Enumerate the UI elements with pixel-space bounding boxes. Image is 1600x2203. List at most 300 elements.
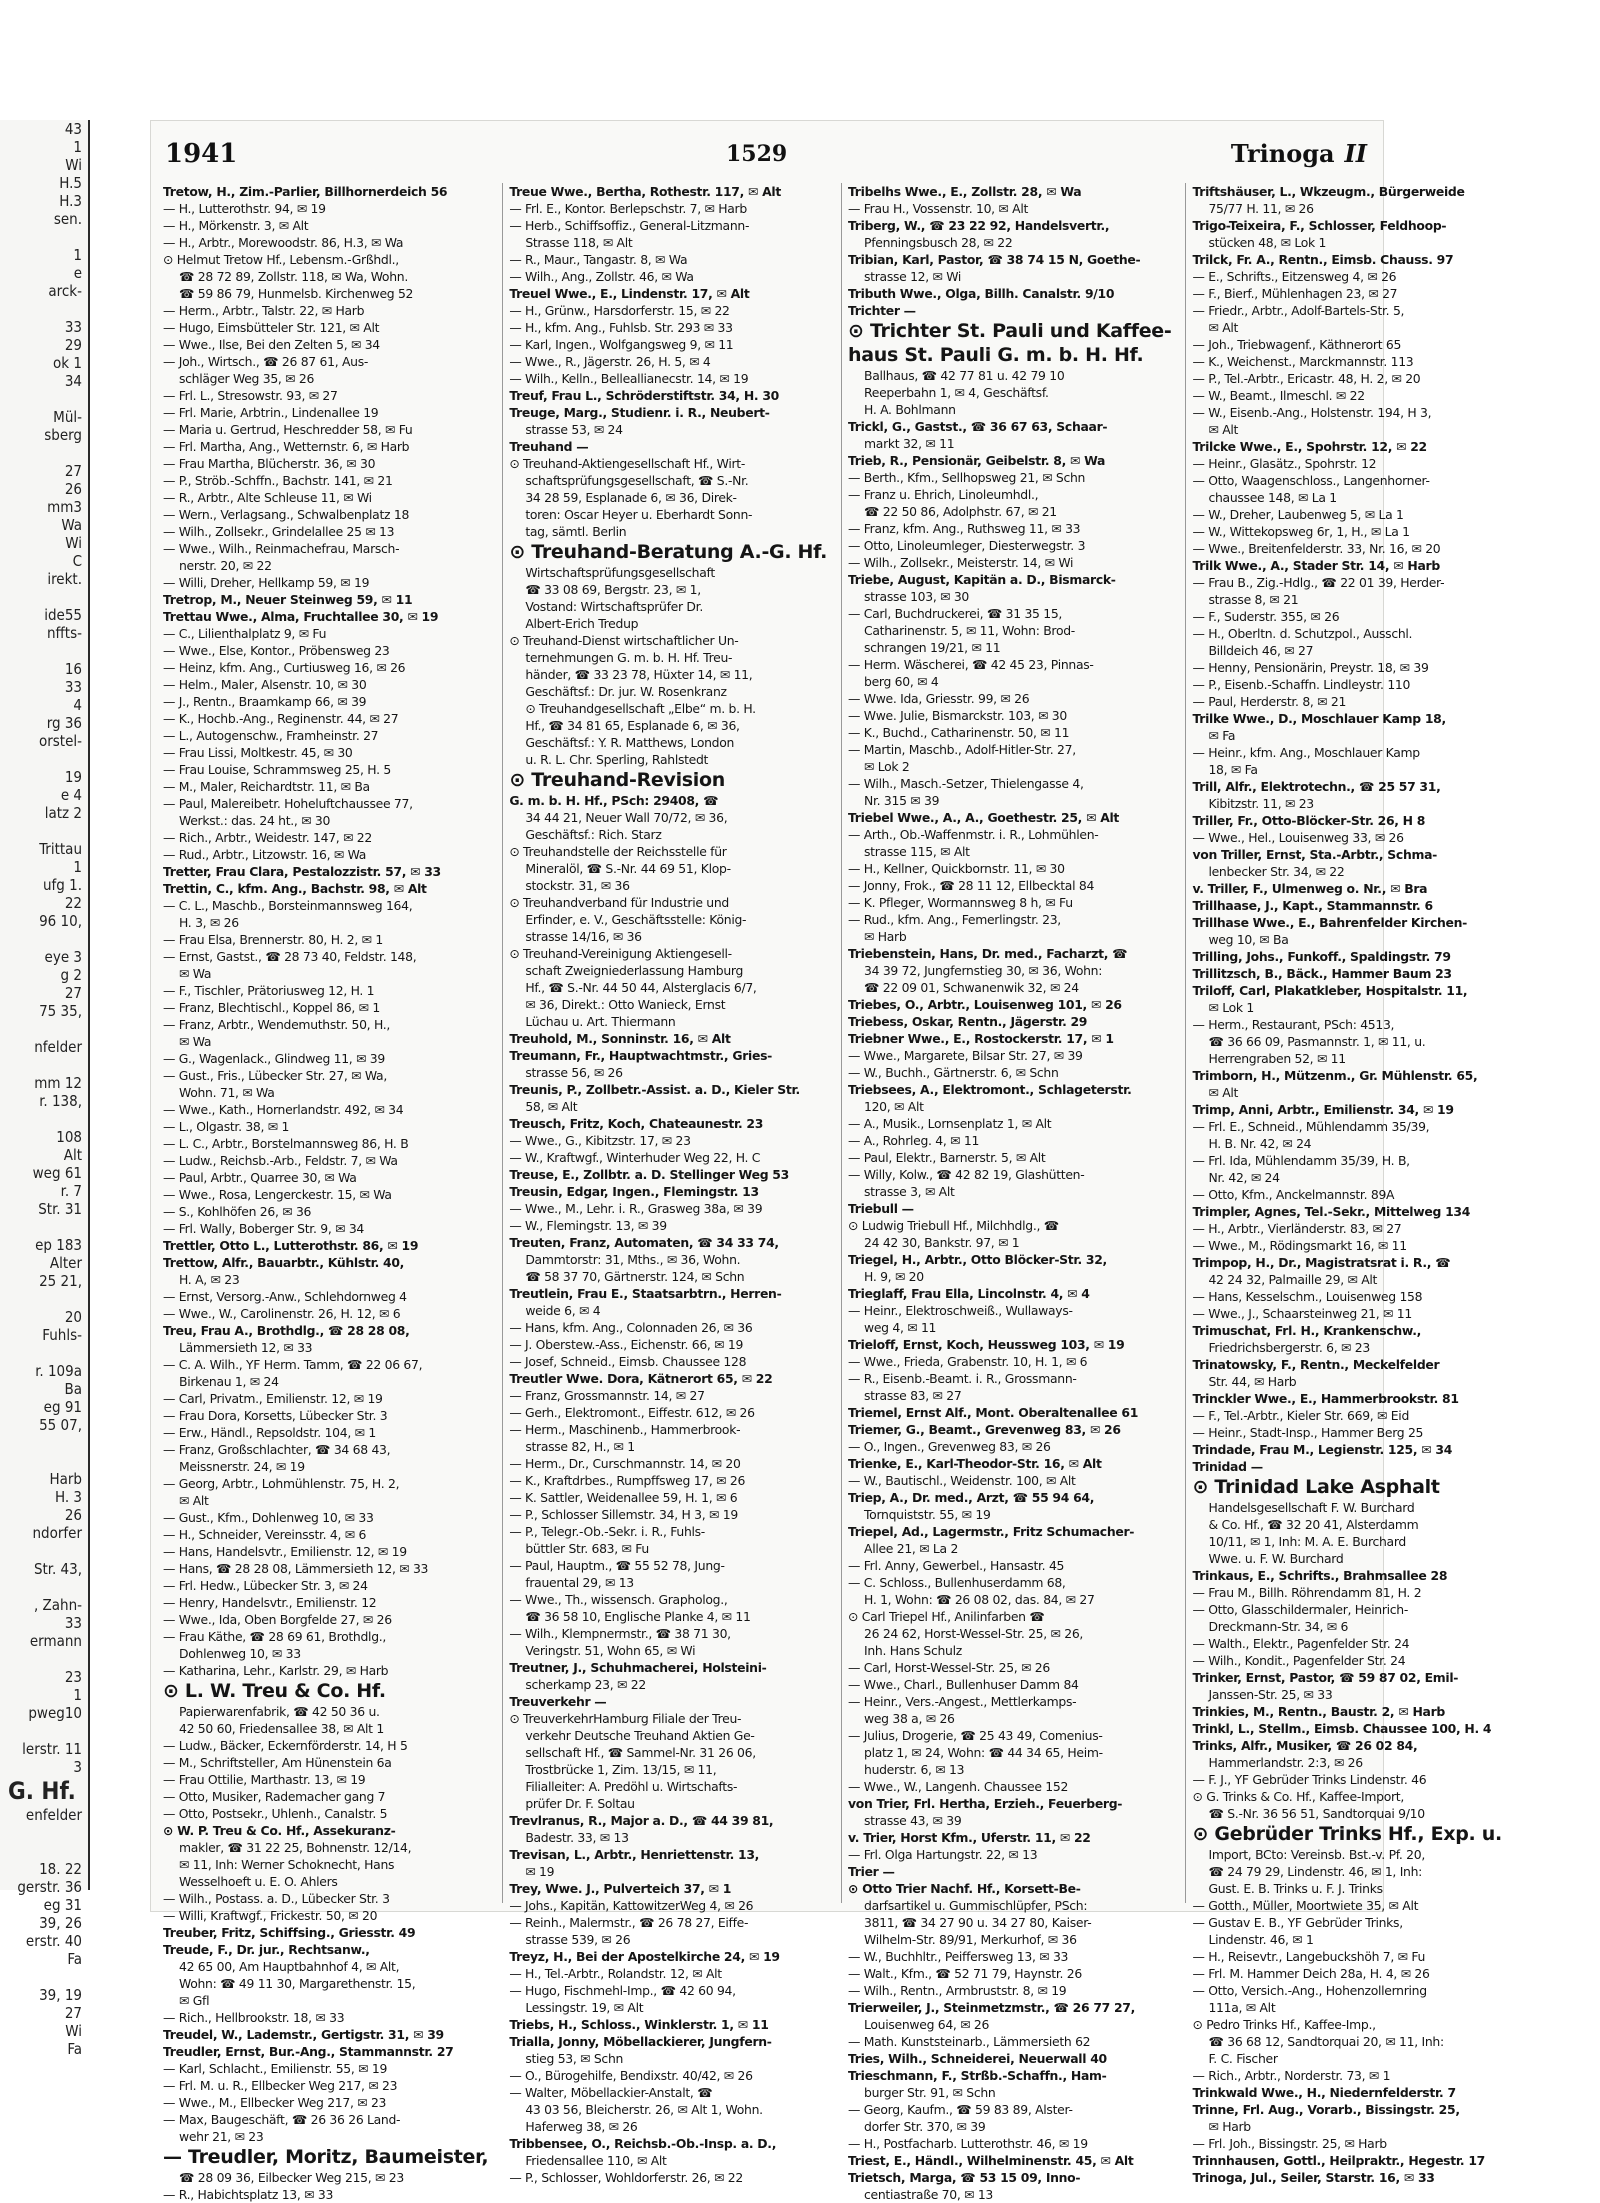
directory-entry: — Herm., Arbtr., Talstr. 22, ✉ Harb bbox=[163, 303, 365, 318]
directory-entry: — Paul, Elektr., Barnerstr. 5, ✉ Alt bbox=[848, 1150, 1046, 1165]
directory-entry: — M., Maler, Reichardtstr. 11, ✉ Ba bbox=[163, 779, 370, 794]
edge-text-fragment: 1 bbox=[73, 1686, 82, 1704]
directory-entry: Trevisan, L., Arbtr., Henriettenstr. 13, bbox=[509, 1847, 760, 1862]
directory-entry: — H., kfm. Ang., Fuhlsb. Str. 293 ✉ 33 bbox=[509, 320, 733, 335]
directory-entry: — Max, Baugeschäft, ☎ 26 36 26 Land- bbox=[163, 2112, 401, 2127]
edge-text-fragment: 39, 26 bbox=[39, 1914, 82, 1932]
directory-entry: Triebes, O., Arbtr., Louisenweg 101, ✉ 26 bbox=[848, 997, 1122, 1012]
directory-entry: — Ludw., Bäcker, Eckernförderstr. 14, H 5 bbox=[163, 1738, 408, 1753]
directory-columns bbox=[163, 183, 1502, 2202]
edge-text-fragment bbox=[0, 1824, 88, 1842]
directory-entry: — Heinr., Elektroschweiß., Wullaways- bbox=[848, 1303, 1073, 1318]
directory-entry: ✉ Harb bbox=[1208, 2119, 1251, 2134]
directory-entry: Kibitzstr. 11, ✉ 23 bbox=[1208, 796, 1314, 811]
directory-entry: — Wwe. Julie, Bismarckstr. 103, ✉ 30 bbox=[848, 708, 1067, 723]
directory-entry: Trettau Wwe., Alma, Fruchtallee 30, ✉ 19 bbox=[163, 609, 439, 624]
directory-entry: Dammtorstr: 31, Mths., ✉ 36, Wohn. bbox=[525, 1252, 741, 1267]
directory-entry: Ballhaus, ☎ 42 77 81 u. 42 79 10 bbox=[864, 368, 1065, 383]
directory-entry: centiastraße 70, ✉ 13 bbox=[864, 2187, 993, 2202]
directory-entry: — Heinr., Glasätz., Spohrstr. 12 bbox=[1192, 456, 1377, 471]
edge-text-fragment: 27 bbox=[64, 2004, 82, 2022]
directory-entry: Trieglaff, Frau Ella, Lincolnstr. 4, ✉ 4 bbox=[848, 1286, 1090, 1301]
directory-entry: 34 28 59, Esplanade 6, ✉ 36, Direk- bbox=[525, 490, 737, 505]
edge-text-fragment: 3 bbox=[73, 1758, 82, 1776]
directory-entry: — Franz u. Ehrich, Linoleumhdl., bbox=[848, 487, 1039, 502]
directory-entry: ☎ 22 50 86, Adolphstr. 67, ✉ 21 bbox=[864, 504, 1057, 519]
directory-entry: ⊙ Helmut Tretow Hf., Lebensm.-Grßhdl., bbox=[163, 252, 399, 267]
directory-entry: H. A. Bohlmann bbox=[864, 402, 956, 417]
edge-text-fragment: lerstr. 11 bbox=[22, 1740, 82, 1758]
directory-entry: — Wwe., M., Rödingsmarkt 16, ✉ 11 bbox=[1192, 1238, 1407, 1253]
directory-entry: — Hans, kfm. Ang., Colonnaden 26, ✉ 36 bbox=[509, 1320, 753, 1335]
directory-entry: Meissnerstr. 24, ✉ 19 bbox=[179, 1459, 305, 1474]
edge-text-fragment: r. 138, bbox=[39, 1092, 82, 1110]
edge-text-fragment bbox=[0, 930, 88, 948]
directory-entry: Nr. 42, ✉ 24 bbox=[1208, 1170, 1280, 1185]
edge-text-fragment: 33 bbox=[64, 678, 82, 696]
directory-entry: 26 24 62, Horst-Wessel-Str. 25, ✉ 26, bbox=[864, 1626, 1084, 1641]
directory-entry: Geschäftsf.: Rich. Starz bbox=[525, 827, 662, 842]
edge-text-fragment bbox=[0, 1542, 88, 1560]
directory-entry: Nr. 315 ✉ 39 bbox=[864, 793, 940, 808]
directory-entry: — Hans, Kesselschm., Louisenweg 158 bbox=[1192, 1289, 1423, 1304]
edge-text-fragment: orstel- bbox=[38, 732, 82, 750]
directory-entry: makler, ☎ 31 22 25, Bohnenstr. 12/14, bbox=[179, 1840, 412, 1855]
directory-entry: ☎ 36 58 10, Englische Planke 4, ✉ 11 bbox=[525, 1609, 751, 1624]
edge-text-fragment: 4 bbox=[73, 696, 82, 714]
directory-entry: weg 10, ✉ Ba bbox=[1208, 932, 1289, 947]
edge-text-fragment: H.5 bbox=[59, 174, 82, 192]
directory-entry: 42 24 32, Palmaille 29, ✉ Alt bbox=[1208, 1272, 1378, 1287]
directory-entry: Janssen-Str. 25, ✉ 33 bbox=[1208, 1687, 1333, 1702]
edge-text-fragment: Ba bbox=[64, 1380, 82, 1398]
column-1 bbox=[163, 183, 489, 2202]
directory-entry: 18, ✉ Fa bbox=[1208, 762, 1258, 777]
directory-entry: ✉ Lok 2 bbox=[864, 759, 910, 774]
directory-entry: Tornquiststr. 55, ✉ 19 bbox=[864, 1507, 991, 1522]
directory-entry: ☎ 36 68 12, Sandtorquai 20, ✉ 11, Inh: bbox=[1208, 2034, 1444, 2049]
directory-entry: — Wwe., Margarete, Bilsar Str. 27, ✉ 39 bbox=[848, 1048, 1083, 1063]
directory-entry: Wohn. 71, ✉ Wa bbox=[179, 1085, 275, 1100]
directory-entry: Treusch, Fritz, Koch, Chateaunestr. 23 bbox=[509, 1116, 764, 1131]
column-4 bbox=[1185, 183, 1502, 2185]
directory-entry: Triebull — bbox=[848, 1201, 914, 1216]
directory-entry: — Treudler, Moritz, Baumeister, bbox=[163, 2146, 489, 2168]
directory-entry: Trinckler Wwe., E., Hammerbrookstr. 81 bbox=[1192, 1391, 1459, 1406]
running-head-name: Trinoga bbox=[1230, 139, 1335, 168]
edge-text-fragment: 39, 19 bbox=[39, 1986, 82, 2004]
running-head bbox=[1231, 139, 1367, 168]
directory-entry: strasse 43, ✉ 39 bbox=[864, 1813, 962, 1828]
directory-entry: Triftshäuser, L., Wkzeugm., Bürgerweide bbox=[1192, 184, 1465, 199]
directory-entry: Dohlenweg 10, ✉ 33 bbox=[179, 1646, 301, 1661]
directory-entry: strasse 82, H., ✉ 1 bbox=[525, 1439, 635, 1454]
edge-heading-fragment: G. Hf. bbox=[8, 1777, 76, 1805]
directory-entry: ternehmungen G. m. b. H. Hf. Treu- bbox=[525, 650, 733, 665]
directory-entry: weide 6, ✉ 4 bbox=[525, 1303, 601, 1318]
directory-entry: Lindenstr. 46, ✉ 1 bbox=[1208, 1932, 1314, 1947]
edge-text-fragment: 16 bbox=[64, 660, 82, 678]
directory-entry: — Frl. Martha, Ang., Wetternstr. 6, ✉ Harb bbox=[163, 439, 410, 454]
directory-entry: 34 44 21, Neuer Wall 70/72, ✉ 36, bbox=[525, 810, 728, 825]
directory-entry: — Henny, Pensionärin, Preystr. 18, ✉ 39 bbox=[1192, 660, 1429, 675]
edge-text-fragment bbox=[0, 228, 88, 246]
edge-text-fragment: H.3 bbox=[59, 192, 82, 210]
directory-entry: — Franz, Grossmannstr. 14, ✉ 27 bbox=[509, 1388, 705, 1403]
directory-entry: ✉ 36, Direkt.: Otto Wanieck, Ernst bbox=[525, 997, 726, 1012]
volume-number: II bbox=[1344, 139, 1367, 168]
directory-entry: — R., Habichtsplatz 13, ✉ 33 bbox=[163, 2187, 334, 2202]
edge-text-fragment: 25 21, bbox=[39, 1272, 82, 1290]
directory-entry: H. 1, Wohn: ☎ 26 08 02, das. 84, ✉ 27 bbox=[864, 1592, 1095, 1607]
directory-entry: ⊙ Treuhandgesellschaft „Elbe“ m. b. H. bbox=[525, 701, 756, 716]
edge-text-fragment: 108 bbox=[56, 1128, 82, 1146]
directory-entry: Trettin, C., kfm. Ang., Bachstr. 98, ✉ Alt bbox=[163, 881, 427, 896]
directory-entry: nerstr. 20, ✉ 22 bbox=[179, 558, 272, 573]
directory-entry: — Gustav E. B., YF Gebrüder Trinks, bbox=[1192, 1915, 1403, 1930]
directory-entry: von Trier, Frl. Hertha, Erzieh., Feuerberg- bbox=[848, 1796, 1123, 1811]
edge-text-fragment: 26 bbox=[64, 480, 82, 498]
directory-entry: — W., Kraftwgf., Winterhuder Weg 22, H. C bbox=[509, 1150, 761, 1165]
directory-entry: Tretow, H., Zim.-Parlier, Billhornerdeich 56 bbox=[163, 184, 448, 199]
directory-entry: H. 3, ✉ 26 bbox=[179, 915, 239, 930]
edge-text-fragment: e 4 bbox=[60, 786, 82, 804]
edge-text-fragment bbox=[0, 642, 88, 660]
directory-entry: — Wilh., Postass. a. D., Lübecker Str. 3 bbox=[163, 1891, 390, 1906]
directory-entry: — J., Rentn., Braamkamp 66, ✉ 39 bbox=[163, 694, 367, 709]
directory-entry: Trieloff, Ernst, Koch, Heussweg 103, ✉ 19 bbox=[848, 1337, 1125, 1352]
directory-entry: — Katharina, Lehr., Karlstr. 29, ✉ Harb bbox=[163, 1663, 389, 1678]
directory-entry: — Frl. E., Kontor. Berlepschstr. 7, ✉ Harb bbox=[509, 201, 747, 216]
column-2 bbox=[502, 183, 828, 2185]
edge-text-fragment bbox=[0, 1722, 88, 1740]
edge-text-fragment: Fa bbox=[67, 2040, 82, 2058]
directory-entry: — Joh., Triebwagenf., Käthnerort 65 bbox=[1192, 337, 1402, 352]
directory-entry: — W., Flemingstr. 13, ✉ 39 bbox=[509, 1218, 667, 1233]
directory-entry: Trimpler, Agnes, Tel.-Sekr., Mittelweg 134 bbox=[1192, 1204, 1471, 1219]
directory-entry: — C., Lilienthalplatz 9, ✉ Fu bbox=[163, 626, 327, 641]
directory-entry: — J. Oberstew.-Ass., Eichenstr. 66, ✉ 19 bbox=[509, 1337, 744, 1352]
directory-entry: — Walter, Möbellackier-Anstalt, ☎ bbox=[509, 2085, 713, 2100]
directory-entry: Billdeich 46, ✉ 27 bbox=[1208, 643, 1314, 658]
directory-entry: von Triller, Ernst, Sta.-Arbtr., Schma- bbox=[1192, 847, 1437, 862]
directory-entry: Trillhaase, J., Kapt., Stammannstr. 6 bbox=[1192, 898, 1433, 913]
directory-entry: Wilhelm-Str. 89/91, Merkurhof, ✉ 36 bbox=[864, 1932, 1077, 1947]
directory-entry: — Frl. L., Stresowstr. 93, ✉ 27 bbox=[163, 388, 338, 403]
directory-entry: — Frl. Joh., Bissingstr. 25, ✉ Harb bbox=[1192, 2136, 1387, 2151]
directory-entry: Trietsch, Marga, ☎ 53 15 09, Inno- bbox=[848, 2170, 1081, 2185]
edge-text-fragment: 29 bbox=[64, 336, 82, 354]
directory-entry: u. R. L. Chr. Sperling, Rahlstedt bbox=[525, 752, 709, 767]
directory-entry: — W., Buchhltr., Peiffersweg 13, ✉ 33 bbox=[848, 1949, 1069, 1964]
directory-entry: — Wwe., Hel., Louisenweg 33, ✉ 26 bbox=[1192, 830, 1404, 845]
edge-text-fragment: 55 07, bbox=[39, 1416, 82, 1434]
directory-entry: Treusin, Edgar, Ingen., Flemingstr. 13 bbox=[509, 1184, 759, 1199]
directory-entry: ⊙ Gebrüder Trinks Hf., Exp. u. bbox=[1192, 1823, 1502, 1845]
directory-entry: — P., Eisenb.-Schaffn. Lindleystr. 110 bbox=[1192, 677, 1411, 692]
directory-entry: — C. A. Wilh., YF Herm. Tamm, ☎ 22 06 67, bbox=[163, 1357, 423, 1372]
directory-entry: Trinoga, Jul., Seiler, Starstr. 16, ✉ 33 bbox=[1192, 2170, 1435, 2185]
directory-entry: — O., Ingen., Grevenweg 83, ✉ 26 bbox=[848, 1439, 1051, 1454]
directory-entry: wehr 21, ✉ 23 bbox=[179, 2129, 264, 2144]
directory-entry: lenbecker Str. 34, ✉ 22 bbox=[1208, 864, 1345, 879]
directory-entry: — Hugo, Eimsbütteler Str. 121, ✉ Alt bbox=[163, 320, 380, 335]
directory-entry: Hf., ☎ 34 81 65, Esplanade 6, ✉ 36, bbox=[525, 718, 740, 733]
directory-entry: — H., Reisevtr., Langebuckshöh 7, ✉ Fu bbox=[1192, 1949, 1426, 1964]
edge-text-fragment: arck- bbox=[48, 282, 82, 300]
directory-entry: strasse 103, ✉ 30 bbox=[864, 589, 970, 604]
directory-entry: Treudler, Ernst, Bur.-Ang., Stammannstr. 27 bbox=[163, 2044, 454, 2059]
directory-entry: Trinkaus, E., Schrifts., Brahmsallee 28 bbox=[1192, 1568, 1448, 1583]
edge-text-fragment: 1 bbox=[73, 138, 82, 156]
directory-entry: Treuverkehr — bbox=[509, 1694, 607, 1709]
edge-text-fragment: 75 35, bbox=[39, 1002, 82, 1020]
directory-entry: Hammerlandstr. 2:3, ✉ 26 bbox=[1208, 1755, 1363, 1770]
edge-text-fragment: mm3 bbox=[47, 498, 82, 516]
directory-entry: Treutner, J., Schuhmacherei, Holsteini- bbox=[509, 1660, 767, 1675]
edge-text-fragment: 20 bbox=[64, 1308, 82, 1326]
directory-entry: strasse 8, ✉ 21 bbox=[1208, 592, 1299, 607]
directory-entry: ☎ 22 09 01, Schwanenwik 32, ✉ 24 bbox=[864, 980, 1079, 995]
directory-entry: — Otto, Glasschildermaler, Heinrich- bbox=[1192, 1602, 1408, 1617]
edge-text-fragment bbox=[0, 822, 88, 840]
directory-entry: 34 39 72, Jungfernstieg 30, ✉ 36, Wohn: bbox=[864, 963, 1103, 978]
directory-entry: Trimborn, H., Mützenm., Gr. Mühlenstr. 65, bbox=[1192, 1068, 1478, 1083]
directory-entry: Treutlein, Frau E., Staatsarbtrn., Herren- bbox=[509, 1286, 782, 1301]
edge-text-fragment bbox=[0, 1968, 88, 1986]
directory-entry: — F. J., YF Gebrüder Trinks Lindenstr. 46 bbox=[1192, 1772, 1427, 1787]
directory-entry: Trinidad — bbox=[1192, 1459, 1263, 1474]
directory-entry: — H., Kellner, Quickbornstr. 11, ✉ 30 bbox=[848, 861, 1065, 876]
edge-text-fragment: 19 bbox=[64, 768, 82, 786]
directory-entry: — C. L., Maschb., Borsteinmannsweg 164, bbox=[163, 898, 413, 913]
directory-entry: ☎ 59 86 79, Hunmelsb. Kirchenweg 52 bbox=[179, 286, 414, 301]
directory-entry: Wohn: ☎ 49 11 30, Margarethenstr. 15, bbox=[179, 1976, 416, 1991]
edge-text-fragment: ok 1 bbox=[53, 354, 82, 372]
directory-entry: — Frau Martha, Blücherstr. 36, ✉ 30 bbox=[163, 456, 376, 471]
directory-entry: 58, ✉ Alt bbox=[525, 1099, 578, 1114]
directory-entry: ☎ 58 37 70, Gärtnerstr. 124, ✉ Schn bbox=[525, 1269, 745, 1284]
edge-text-fragment bbox=[0, 1344, 88, 1362]
directory-entry: & Co. Hf., ☎ 32 20 41, Alsterdamm bbox=[1208, 1517, 1419, 1532]
column-3 bbox=[841, 183, 1172, 2202]
directory-entry: Triller, Fr., Otto-Blöcker-Str. 26, H 8 bbox=[1192, 813, 1426, 828]
edge-text-fragment: latz 2 bbox=[44, 804, 82, 822]
directory-entry: berg 60, ✉ 4 bbox=[864, 674, 939, 689]
edge-text-fragment: 18. 22 bbox=[39, 1860, 82, 1878]
directory-entry: Trieb, R., Pensionär, Geibelstr. 8, ✉ Wa bbox=[848, 453, 1106, 468]
directory-entry: — W., Beamt., Ilmeschl. ✉ 22 bbox=[1192, 388, 1365, 403]
directory-entry: — Gerh., Elektromont., Eiffestr. 612, ✉ 26 bbox=[509, 1405, 755, 1420]
directory-entry: Triepel, Ad., Lagermstr., Fritz Schumacher- bbox=[848, 1524, 1135, 1539]
directory-entry: — Wwe., R., Jägerstr. 26, H. 5, ✉ 4 bbox=[509, 354, 711, 369]
edge-text-fragment bbox=[0, 390, 88, 408]
edge-text-fragment bbox=[0, 1650, 88, 1668]
directory-entry: Trialla, Jonny, Möbellackierer, Jungfern- bbox=[509, 2034, 772, 2049]
directory-entry: — K., Buchd., Catharinenstr. 50, ✉ 11 bbox=[848, 725, 1070, 740]
directory-entry: — K., Weichenst., Marckmannstr. 113 bbox=[1192, 354, 1414, 369]
directory-entry: Trickl, G., Gastst., ☎ 36 67 63, Schaar- bbox=[848, 419, 1108, 434]
directory-entry: 43 03 56, Bleicherstr. 26, ✉ Alt 1, Wohn. bbox=[525, 2102, 763, 2117]
edge-text-fragment: ep 183 bbox=[35, 1236, 82, 1254]
edge-text-fragment: Wi bbox=[65, 534, 82, 552]
directory-entry: — H., Arbtr., Morewoodstr. 86, H.3, ✉ Wa bbox=[163, 235, 404, 250]
directory-entry: Tries, Wilh., Schneiderei, Neuerwall 40 bbox=[848, 2051, 1107, 2066]
directory-entry: Tretrop, M., Neuer Steinweg 59, ✉ 11 bbox=[163, 592, 413, 607]
directory-entry: tag, sämtl. Berlin bbox=[525, 524, 627, 539]
directory-entry: Werkst.: das. 24 ht., ✉ 30 bbox=[179, 813, 331, 828]
directory-entry: — Willy, Kolw., ☎ 42 82 19, Glashütten- bbox=[848, 1167, 1085, 1182]
edge-text-fragment bbox=[0, 1110, 88, 1128]
edge-text-fragment: 43 bbox=[64, 120, 82, 138]
directory-entry: — P., Schlosser, Wohldorferstr. 26, ✉ 22 bbox=[509, 2170, 743, 2185]
edge-text-fragment: pweg10 bbox=[28, 1704, 82, 1722]
directory-entry: büttler Str. 683, ✉ Fu bbox=[525, 1541, 649, 1556]
directory-entry: — Rich., Hellbrookstr. 18, ✉ 33 bbox=[163, 2010, 345, 2025]
directory-entry: — Wwe., Th., wissensch. Grapholog., bbox=[509, 1592, 728, 1607]
directory-entry: ✉ Alt bbox=[1208, 1085, 1239, 1100]
directory-entry: — Helm., Maler, Alsenstr. 10, ✉ 30 bbox=[163, 677, 367, 692]
directory-entry: 111a, ✉ Alt bbox=[1208, 2000, 1276, 2015]
edge-text-fragment: Trittau bbox=[39, 840, 82, 858]
directory-entry: Hf., ☎ S.-Nr. 44 50 44, Alsterglacis 6/7, bbox=[525, 980, 757, 995]
directory-entry: — Johs., Kapitän, KattowitzerWeg 4, ✉ 26 bbox=[509, 1898, 754, 1913]
directory-entry: — H., Oberltn. d. Schutzpol., Ausschl. bbox=[1192, 626, 1413, 641]
directory-entry: Triegel, H., Arbtr., Otto Blöcker-Str. 32, bbox=[848, 1252, 1107, 1267]
directory-entry: ✉ Fa bbox=[1208, 728, 1236, 743]
directory-entry: 3811, ☎ 34 27 90 u. 34 27 80, Kaiser- bbox=[864, 1915, 1092, 1930]
directory-entry: Tretter, Frau Clara, Pestalozzistr. 57, ✉ 33 bbox=[163, 864, 441, 879]
directory-entry: — R., Maur., Tangastr. 8, ✉ Wa bbox=[509, 252, 688, 267]
directory-entry: Trillitzsch, B., Bäck., Hammer Baum 23 bbox=[1192, 966, 1452, 981]
directory-entry: dorfer Str. 370, ✉ 39 bbox=[864, 2119, 986, 2134]
directory-entry: — L., Autogenschw., Framheinstr. 27 bbox=[163, 728, 379, 743]
directory-entry: — Wern., Verlagsang., Schwalbenplatz 18 bbox=[163, 507, 410, 522]
directory-entry: händer, ☎ 33 23 78, Hüxter 14, ✉ 11, bbox=[525, 667, 753, 682]
directory-entry: — Walt., Kfm., ☎ 52 71 79, Haynstr. 26 bbox=[848, 1966, 1082, 1981]
directory-entry: — Wilh., Ang., Zollstr. 46, ✉ Wa bbox=[509, 269, 694, 284]
directory-entry: — K., Hochb.-Ang., Reginenstr. 44, ✉ 27 bbox=[163, 711, 399, 726]
directory-entry: Triebess, Oskar, Rentn., Jägerstr. 29 bbox=[848, 1014, 1088, 1029]
directory-entry: Trinkies, M., Rentn., Baustr. 2, ✉ Harb bbox=[1192, 1704, 1445, 1719]
directory-entry: Treuse, E., Zollbtr. a. D. Stellinger Weg 53 bbox=[509, 1167, 789, 1182]
directory-entry: — Karl, Schlacht., Emilienstr. 55, ✉ 19 bbox=[163, 2061, 388, 2076]
directory-entry: F. C. Fischer bbox=[1208, 2051, 1278, 2066]
directory-entry: — Rud., Arbtr., Litzowstr. 16, ✉ Wa bbox=[163, 847, 367, 862]
directory-entry: ☎ 33 08 69, Bergstr. 23, ✉ 1, bbox=[525, 582, 701, 597]
directory-entry: — Wwe., Frieda, Grabenstr. 10, H. 1, ✉ 6 bbox=[848, 1354, 1088, 1369]
directory-entry: — W., Dreher, Laubenweg 5, ✉ La 1 bbox=[1192, 507, 1404, 522]
directory-entry: strasse 539, ✉ 26 bbox=[525, 1932, 631, 1947]
edge-text-fragment: Str. 43, bbox=[33, 1560, 82, 1578]
directory-entry: ✉ Harb bbox=[864, 929, 907, 944]
directory-entry: — Wwe., Kath., Hornerlandstr. 492, ✉ 34 bbox=[163, 1102, 404, 1117]
edge-text-fragment: Fa bbox=[67, 1950, 82, 1968]
edge-text-fragment: , Zahn- bbox=[33, 1596, 82, 1614]
directory-entry: Trey, Wwe. J., Pulverteich 37, ✉ 1 bbox=[509, 1881, 732, 1896]
directory-entry: ☎ 28 72 89, Zollstr. 118, ✉ Wa, Wohn. bbox=[179, 269, 408, 284]
directory-entry: Trilck, Fr. A., Rentn., Eimsb. Chauss. 97 bbox=[1192, 252, 1454, 267]
directory-entry: Lämmersieth 12, ✉ 33 bbox=[179, 1340, 313, 1355]
directory-entry: haus St. Pauli G. m. b. H. Hf. bbox=[848, 344, 1144, 366]
directory-entry: ⊙ G. Trinks & Co. Hf., Kaffee-Import, bbox=[1192, 1789, 1404, 1804]
directory-entry: strasse 14/16, ✉ 36 bbox=[525, 929, 642, 944]
directory-entry: — Heinr., Vers.-Angest., Mettlerkamps- bbox=[848, 1694, 1077, 1709]
directory-entry: ☎ S.-Nr. 36 56 51, Sandtorquai 9/10 bbox=[1208, 1806, 1425, 1821]
directory-entry: — Paul, Arbtr., Quarree 30, ✉ Wa bbox=[163, 1170, 357, 1185]
directory-entry: Trinnhausen, Gottl., Heilpraktr., Hegestr. 17 bbox=[1192, 2153, 1485, 2168]
directory-entry: — O., Bürogehilfe, Bendixstr. 40/42, ✉ 26 bbox=[509, 2068, 753, 2083]
directory-entry: — Heinr., kfm. Ang., Moschlauer Kamp bbox=[1192, 745, 1420, 760]
directory-entry: — Georg, Kaufm., ☎ 59 83 89, Alster- bbox=[848, 2102, 1073, 2117]
directory-entry: — Ernst, Versorg.-Anw., Schlehdornweg 4 bbox=[163, 1289, 407, 1304]
directory-entry: — Wwe., Ilse, Bei den Zelten 5, ✉ 34 bbox=[163, 337, 380, 352]
directory-entry: — W., Wittekopsweg 6r, 1, H., ✉ La 1 bbox=[1192, 524, 1410, 539]
directory-entry: — Georg, Arbtr., Lohmühlenstr. 75, H. 2, bbox=[163, 1476, 400, 1491]
directory-entry: — Reinh., Malermstr., ☎ 26 78 27, Eiffe- bbox=[509, 1915, 749, 1930]
edge-text-fragment bbox=[0, 1842, 88, 1860]
edge-text-fragment bbox=[0, 750, 88, 768]
directory-entry: Strasse 118, ✉ Alt bbox=[525, 235, 633, 250]
directory-entry: Wirtschaftsprüfungsgesellschaft bbox=[525, 565, 715, 580]
edge-text-fragment bbox=[0, 300, 88, 318]
directory-entry: — Frau Elsa, Brennerstr. 80, H. 2, ✉ 1 bbox=[163, 932, 383, 947]
edge-text-fragment: sen. bbox=[53, 210, 82, 228]
directory-entry: 75/77 H. 11, ✉ 26 bbox=[1208, 201, 1314, 216]
directory-entry: markt 32, ✉ 11 bbox=[864, 436, 955, 451]
directory-entry: — A., Rohrleg. 4, ✉ 11 bbox=[848, 1133, 980, 1148]
directory-entry: — Herm., Restaurant, PSch: 4513, bbox=[1192, 1017, 1395, 1032]
directory-entry: — Wilh., Zollsekr., Grindelallee 25 ✉ 13 bbox=[163, 524, 395, 539]
directory-entry: Herrengraben 52, ✉ 11 bbox=[1208, 1051, 1346, 1066]
directory-entry: Pfenningsbusch 28, ✉ 22 bbox=[864, 235, 1013, 250]
directory-entry: — H., Arbtr., Vierländerstr. 83, ✉ 27 bbox=[1192, 1221, 1402, 1236]
directory-entry: — Arth., Ob.-Waffenmstr. i. R., Lohmühlen- bbox=[848, 827, 1099, 842]
directory-entry: Lessingstr. 19, ✉ Alt bbox=[525, 2000, 644, 2015]
directory-entry: weg 38 a, ✉ 26 bbox=[864, 1711, 955, 1726]
edge-text-fragment: ufg 1. bbox=[42, 876, 82, 894]
edge-text-fragment: nffts- bbox=[46, 624, 82, 642]
directory-entry: H. 9, ✉ 20 bbox=[864, 1269, 924, 1284]
directory-entry: — H., Grünw., Harsdorferstr. 15, ✉ 22 bbox=[509, 303, 730, 318]
directory-entry: Trienke, E., Karl-Theodor-Str. 16, ✉ Alt bbox=[848, 1456, 1102, 1471]
edge-text-fragment: rg 36 bbox=[46, 714, 82, 732]
edge-text-fragment: 1 bbox=[73, 246, 82, 264]
directory-entry: — Hans, Handelsvtr., Emilienstr. 12, ✉ 19 bbox=[163, 1544, 407, 1559]
page-number: 1529 bbox=[726, 141, 788, 167]
directory-entry: Trostbrücke 1, Zim. 13/15, ✉ 11, bbox=[525, 1762, 717, 1777]
edge-text-fragment bbox=[0, 588, 88, 606]
directory-entry: — Julius, Drogerie, ☎ 25 43 49, Comenius- bbox=[848, 1728, 1103, 1743]
directory-entry: — Herm. Wäscherei, ☎ 42 45 23, Pinnas- bbox=[848, 657, 1094, 672]
directory-entry: — Wwe., M., Lehr. i. R., Grasweg 38a, ✉ 39 bbox=[509, 1201, 763, 1216]
directory-entry: 42 50 60, Friedensallee 38, ✉ Alt 1 bbox=[179, 1721, 384, 1736]
directory-entry: weg 4, ✉ 11 bbox=[864, 1320, 937, 1335]
directory-entry: ✉ Alt bbox=[179, 1493, 209, 1508]
directory-entry: Str. 44, ✉ Harb bbox=[1208, 1374, 1297, 1389]
directory-entry: v. Trier, Horst Kfm., Uferstr. 11, ✉ 22 bbox=[848, 1830, 1091, 1845]
directory-entry: — Wwe., Wilh., Reinmachefrau, Marsch- bbox=[163, 541, 400, 556]
edge-text-fragment: 96 10, bbox=[39, 912, 82, 930]
directory-entry: Triebenstein, Hans, Dr. med., Facharzt, ☎ bbox=[848, 946, 1128, 961]
directory-entry: H. A, ✉ 23 bbox=[179, 1272, 240, 1287]
edge-text-fragment: Wi bbox=[65, 2022, 82, 2040]
directory-entry: Trill, Alfr., Elektrotechn., ☎ 25 57 31, bbox=[1192, 779, 1441, 794]
directory-entry: Triebner Wwe., E., Rostockerstr. 17, ✉ 1 bbox=[848, 1031, 1114, 1046]
directory-entry: — A., Musik., Lornsenplatz 1, ✉ Alt bbox=[848, 1116, 1052, 1131]
directory-entry: — Franz, Großschlachter, ☎ 34 68 43, bbox=[163, 1442, 391, 1457]
directory-entry: ⊙ Treuhand-Revision bbox=[509, 769, 725, 791]
